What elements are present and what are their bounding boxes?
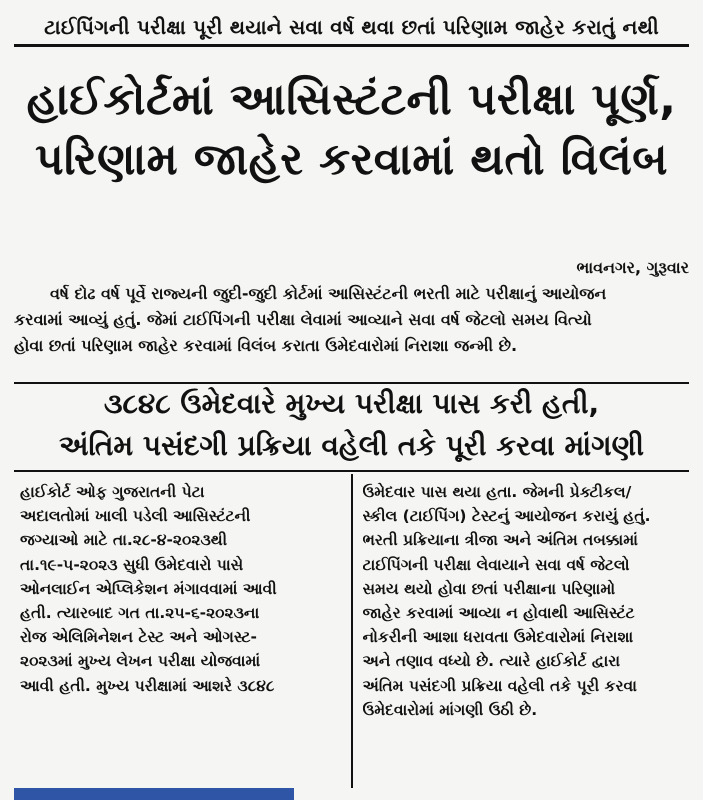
body-line: ઉમેદવાર પાસ થયા હતા. જેમની પ્રેક્ટીકલ/ (362, 483, 632, 501)
body-line: નોકરીની આશા ધરાવતા ઉમેદવારોમાં નિરાશા (362, 628, 634, 647)
body-line: તા.૧૯-૫-૨૦૨૩ સુધી ઉમેદવારો પાસે (20, 555, 244, 574)
intro-line-1: વર્ષ દોઢ વર્ષ પૂર્વે રાજ્યની જુદી-જુદી કોર્ટમાં આસિસ્ટંટની ભરતી માટે પરીક્ષાનું આયોજન (50, 284, 607, 303)
sub-headline-line-2: અંતિમ પસંદગી પ્રક્રિયા વહેલી તકે પૂરી કરવા માંગણી (58, 429, 644, 462)
main-headline-line-2: પરિણામ જાહેર કરવામાં થતો વિલંબ (35, 134, 668, 185)
body-line: ૨૦૨૩માં મુખ્ય લેખન પરીક્ષા યોજવામાં (20, 652, 261, 671)
intro-line-3: હોવા છતાં પરિણામ જાહેર કરવામાં વિલંબ કરાતા ઉમેદવારોમાં નિરાશા જન્મી છે. (14, 336, 518, 355)
body-column-right (357, 474, 690, 788)
sub-headline (14, 383, 689, 467)
body-column-left (14, 474, 347, 788)
body-line: સમય થયો હોવા છતાં પરીક્ષાના પરિણામો (362, 579, 616, 598)
kicker-headline: ટાઈપિંગની પરીક્ષા પૂરી થયાને સવા વર્ષ થવા છતાં પરિણામ જાહેર કરાતું નથી (14, 10, 689, 47)
body-columns (14, 474, 689, 788)
body-line: સ્કીલ (ટાઈપિંગ) ટેસ્ટનું આયોજન કરાયું હતું. (362, 507, 651, 526)
main-headline-line-1: હાઈકોર્ટમાં આસિસ્ટંટની પરીક્ષા પૂર્ણ, (26, 74, 677, 125)
body-line: રોજ એલિમિનેશન ટેસ્ટ અને ઓગસ્ટ- (20, 628, 257, 647)
body-line: ટાઈપિંગની પરીક્ષા લેવાયાને સવા વર્ષ જેટલો (362, 555, 630, 574)
main-headline (14, 70, 689, 190)
dateline: ભાવનગર, ગુરૂવાર (576, 258, 689, 277)
body-line: જાહેર કરવામાં આવ્યા ન હોવાથી આસિસ્ટંટ (362, 604, 635, 623)
column-divider (351, 474, 353, 788)
body-line: આવી હતી. મુખ્ય પરીક્ષામાં આશરે ૩૮૪૮ (20, 676, 275, 695)
sub-headline-line-1: ૩૮૪૮ ઉમેદવારે મુખ્ય પરીક્ષા પાસ કરી હતી, (103, 387, 600, 420)
section-divider-bottom (14, 470, 689, 472)
body-line: અંતિમ પસંદગી પ્રક્રિયા વહેલી તકે પૂરી કરવા (362, 676, 637, 695)
body-line: જગ્યાઓ માટે તા.૨૮-૪-૨૦૨૩થી (20, 531, 228, 550)
body-line: અદાલતોમાં ખાલી પડેલી આસિસ્ટંટની (20, 507, 251, 526)
body-line: ઉમેદવારોમાં માંગણી ઉઠી છે. (362, 700, 538, 719)
body-line: ઓનલાઈન એપ્લિકેશન મંગાવવામાં આવી (20, 579, 277, 598)
body-line: ભરતી પ્રક્રિયાના ત્રીજા અને અંતિમ તબક્કામાં (362, 531, 638, 550)
body-line: હતી. ત્યારબાદ ગત તા.૨૫-૬-૨૦૨૩ના (20, 604, 260, 623)
body-line: અને તણાવ વધ્યો છે. ત્યારે હાઈકોર્ટ દ્વારા (362, 652, 621, 671)
bottom-color-strip (14, 788, 294, 800)
intro-paragraph (14, 281, 689, 359)
body-line: હાઈકોર્ટ ઓફ ગુજરાતની પેટા (20, 483, 205, 501)
intro-line-2: કરવામાં આવ્યું હતું. જેમાં ટાઈપિંગની પરીક્ષા લેવામાં આવ્યાને સવા વર્ષ જેટલો સમય વિત્યો (14, 310, 592, 329)
